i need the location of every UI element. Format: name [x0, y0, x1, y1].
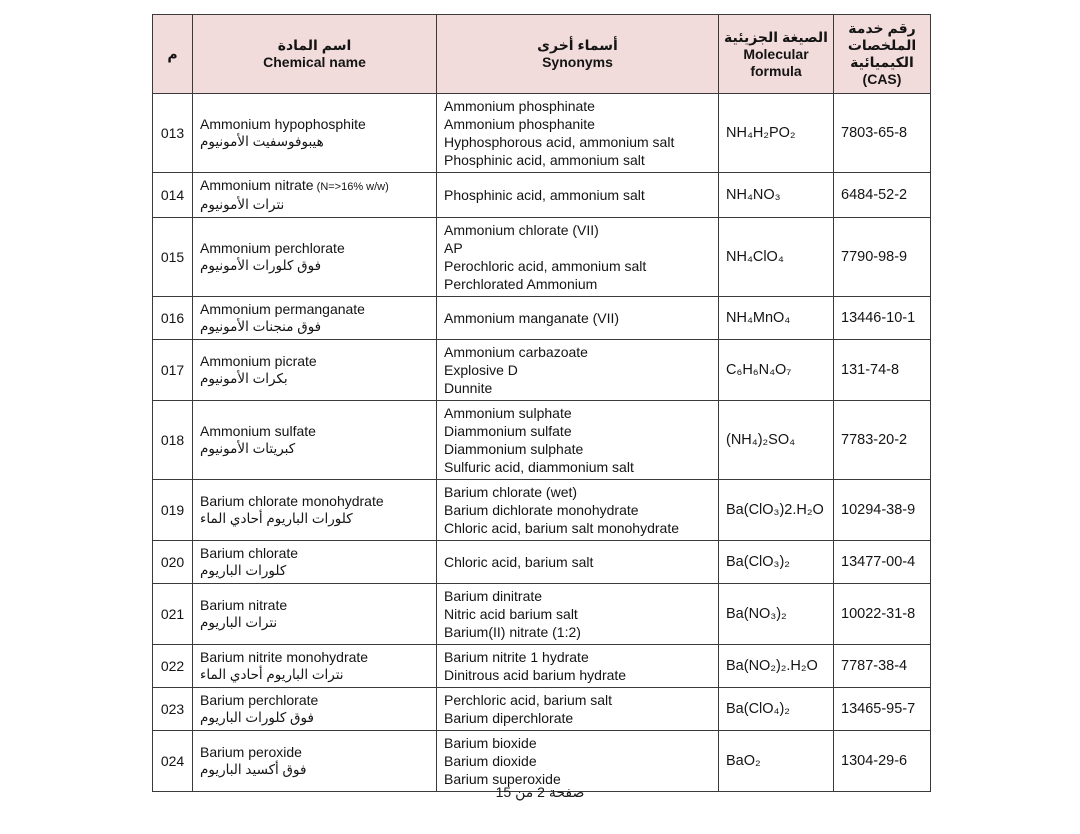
- synonym-line: Ammonium sulphate: [444, 405, 572, 421]
- chemical-name-cell: [193, 731, 437, 792]
- table-row: [153, 584, 931, 645]
- synonym-line: Barium diperchlorate: [444, 710, 574, 726]
- synonym-line: Ammonium phosphinate: [444, 98, 595, 114]
- chemical-name-cell: [193, 401, 437, 480]
- row-number-cell: 015: [153, 218, 193, 297]
- synonym-line: Ammonium chlorate (VII): [444, 222, 599, 238]
- cas-number-cell: 6484-52-2: [834, 173, 931, 218]
- synonym-line: Diammonium sulphate: [444, 441, 584, 457]
- table-row: [153, 340, 931, 401]
- table-row: [153, 541, 931, 584]
- header-synonyms-ar: أسماء أخرى: [537, 37, 618, 53]
- row-number-cell: 018: [153, 401, 193, 480]
- chemical-name-cell: [193, 173, 437, 218]
- chemical-name-cell: [193, 94, 437, 173]
- synonym-line: Chloric acid, barium salt: [444, 554, 594, 570]
- header-chemical-name: [193, 15, 437, 94]
- synonyms-cell: [437, 340, 719, 401]
- header-chemical-name-en: Chemical name: [263, 54, 366, 70]
- row-number-cell: 017: [153, 340, 193, 401]
- cas-number-cell: 7787-38-4: [834, 645, 931, 688]
- molecular-formula-cell: NH₄NO₃: [719, 173, 834, 218]
- row-number-cell: 019: [153, 480, 193, 541]
- chemical-name-cell: [193, 480, 437, 541]
- molecular-formula-cell: Ba(ClO₃)₂: [719, 541, 834, 584]
- synonym-line: Barium(II) nitrate (1:2): [444, 624, 581, 640]
- header-cas-en: (CAS): [862, 71, 902, 87]
- table-header-row: [153, 15, 931, 94]
- chemical-name-note: (N=>16% w/w): [313, 181, 389, 193]
- table-row: [153, 173, 931, 218]
- chemical-name-cell: [193, 584, 437, 645]
- synonym-line: Barium dioxide: [444, 753, 537, 769]
- synonym-line: Chloric acid, barium salt monohydrate: [444, 520, 679, 536]
- molecular-formula-cell: Ba(NO₂)₂.H₂O: [719, 645, 834, 688]
- chemical-list-table: [152, 14, 931, 792]
- chemical-name-arabic: هيبوفوسفيت الأمونيوم: [200, 134, 324, 149]
- table-row: [153, 645, 931, 688]
- molecular-formula-cell: NH₄ClO₄: [719, 218, 834, 297]
- header-number-label: م: [167, 45, 178, 62]
- chemical-name-english: Barium chlorate monohydrate: [200, 493, 384, 509]
- synonym-line: Sulfuric acid, diammonium salt: [444, 459, 634, 475]
- chemical-name-english: Barium peroxide: [200, 744, 302, 760]
- chemical-name-english: Barium nitrate: [200, 597, 288, 613]
- synonym-line: AP: [444, 240, 463, 256]
- row-number-cell: 016: [153, 297, 193, 340]
- header-molecular-formula: [719, 15, 834, 94]
- table-row: [153, 94, 931, 173]
- synonym-line: Dunnite: [444, 380, 493, 396]
- cas-number-cell: 13477-00-4: [834, 541, 931, 584]
- molecular-formula-cell: BaO₂: [719, 731, 834, 792]
- molecular-formula-cell: Ba(ClO₃)2.H₂O: [719, 480, 834, 541]
- header-molecular-formula-ar: الصيغة الجزيئية: [724, 28, 828, 45]
- chemical-name-arabic: فوق كلورات الأمونيوم: [200, 258, 322, 273]
- synonyms-cell: [437, 541, 719, 584]
- synonym-line: Barium dinitrate: [444, 588, 543, 604]
- synonyms-cell: [437, 645, 719, 688]
- table-row: [153, 688, 931, 731]
- cas-number-cell: 131-74-8: [834, 340, 931, 401]
- cas-number-cell: 7783-20-2: [834, 401, 931, 480]
- synonym-line: Hyphosphorous acid, ammonium salt: [444, 134, 675, 150]
- cas-number-cell: 1304-29-6: [834, 731, 931, 792]
- synonyms-cell: [437, 584, 719, 645]
- chemical-name-arabic: نترات الباريوم: [200, 615, 278, 630]
- synonyms-cell: [437, 731, 719, 792]
- table-row: [153, 401, 931, 480]
- chemical-name-cell: [193, 645, 437, 688]
- header-synonyms: [437, 15, 719, 94]
- page-number-footer: صفحة 2 من 15: [495, 784, 585, 800]
- chemical-name-english: Barium chlorate: [200, 545, 299, 561]
- row-number-cell: 013: [153, 94, 193, 173]
- synonyms-cell: [437, 401, 719, 480]
- chemical-name-english: Barium perchlorate: [200, 692, 319, 708]
- synonym-line: Barium chlorate (wet): [444, 484, 578, 500]
- chemical-name-english: Ammonium nitrate (N=>16% w/w): [200, 177, 389, 193]
- chemical-name-arabic: بكرات الأمونيوم: [200, 371, 288, 386]
- table-row: [153, 731, 931, 792]
- header-number: [153, 15, 193, 94]
- row-number-cell: 021: [153, 584, 193, 645]
- row-number-cell: 023: [153, 688, 193, 731]
- molecular-formula-cell: NH₄H₂PO₂: [719, 94, 834, 173]
- synonym-line: Perchloric acid, barium salt: [444, 692, 613, 708]
- synonym-line: Perochloric acid, ammonium salt: [444, 258, 647, 274]
- synonym-line: Barium dichlorate monohydrate: [444, 502, 639, 518]
- header-chemical-name-ar: اسم المادة: [277, 37, 352, 53]
- table-row: [153, 297, 931, 340]
- chemical-name-arabic: فوق كلورات الباريوم: [200, 710, 314, 725]
- molecular-formula-cell: Ba(ClO₄)₂: [719, 688, 834, 731]
- synonyms-cell: [437, 297, 719, 340]
- header-synonyms-en: Synonyms: [542, 54, 613, 70]
- synonym-line: Perchlorated Ammonium: [444, 276, 598, 292]
- chemical-name-cell: [193, 297, 437, 340]
- cas-number-cell: 13465-95-7: [834, 688, 931, 731]
- row-number-cell: 014: [153, 173, 193, 218]
- synonym-line: Ammonium manganate (VII): [444, 310, 620, 326]
- chemical-name-arabic: نترات الباريوم أحادي الماء: [200, 667, 344, 682]
- synonym-line: Phosphinic acid, ammonium salt: [444, 152, 645, 168]
- molecular-formula-cell: NH₄MnO₄: [719, 297, 834, 340]
- chemical-name-arabic: نترات الأمونيوم: [200, 197, 285, 212]
- chemical-name-cell: [193, 688, 437, 731]
- cas-number-cell: 7803-65-8: [834, 94, 931, 173]
- molecular-formula-cell: C₆H₆N₄O₇: [719, 340, 834, 401]
- table-row: [153, 480, 931, 541]
- row-number-cell: 020: [153, 541, 193, 584]
- molecular-formula-cell: (NH₄)₂SO₄: [719, 401, 834, 480]
- chemical-name-arabic: كلورات الباريوم: [200, 563, 287, 578]
- synonym-line: Explosive D: [444, 362, 518, 378]
- synonym-line: Dinitrous acid barium hydrate: [444, 667, 627, 683]
- synonyms-cell: [437, 94, 719, 173]
- table-row: [153, 218, 931, 297]
- chemical-name-english: Ammonium hypophosphite: [200, 116, 366, 132]
- synonym-line: Barium nitrite 1 hydrate: [444, 649, 589, 665]
- cas-number-cell: 10022-31-8: [834, 584, 931, 645]
- synonym-line: Barium bioxide: [444, 735, 537, 751]
- chemical-table-body: [153, 94, 931, 792]
- chemical-name-english: Ammonium sulfate: [200, 423, 316, 439]
- header-cas-number: [834, 15, 931, 94]
- cas-number-cell: 13446-10-1: [834, 297, 931, 340]
- synonym-line: Barium superoxide: [444, 771, 561, 787]
- chemical-name-cell: [193, 218, 437, 297]
- chemical-name-arabic: فوق منجنات الأمونيوم: [200, 319, 322, 334]
- synonyms-cell: [437, 218, 719, 297]
- chemical-name-english: Barium nitrite monohydrate: [200, 649, 369, 665]
- cas-number-cell: 10294-38-9: [834, 480, 931, 541]
- row-number-cell: 024: [153, 731, 193, 792]
- synonym-line: Phosphinic acid, ammonium salt: [444, 187, 645, 203]
- cas-number-cell: 7790-98-9: [834, 218, 931, 297]
- chemical-name-english: Ammonium perchlorate: [200, 240, 345, 256]
- synonym-line: Ammonium phosphanite: [444, 116, 595, 132]
- chemical-name-arabic: كبريتات الأمونيوم: [200, 441, 296, 456]
- chemical-name-arabic: كلورات الباريوم أحادي الماء: [200, 511, 353, 526]
- molecular-formula-cell: Ba(NO₃)₂: [719, 584, 834, 645]
- synonyms-cell: [437, 173, 719, 218]
- synonym-line: Ammonium carbazoate: [444, 344, 588, 360]
- header-cas-ar: رقم خدمة الملخصات الكيميائية: [847, 20, 917, 70]
- chemical-name-arabic: فوق أكسيد الباريوم: [200, 762, 307, 777]
- row-number-cell: 022: [153, 645, 193, 688]
- chemical-name-english: Ammonium picrate: [200, 353, 317, 369]
- synonyms-cell: [437, 688, 719, 731]
- chemical-name-cell: [193, 541, 437, 584]
- chemical-name-cell: [193, 340, 437, 401]
- synonym-line: Nitric acid barium salt: [444, 606, 578, 622]
- synonym-line: Diammonium sulfate: [444, 423, 572, 439]
- synonyms-cell: [437, 480, 719, 541]
- header-molecular-formula-en: Molecular formula: [743, 45, 809, 79]
- chemical-name-english: Ammonium permanganate: [200, 301, 365, 317]
